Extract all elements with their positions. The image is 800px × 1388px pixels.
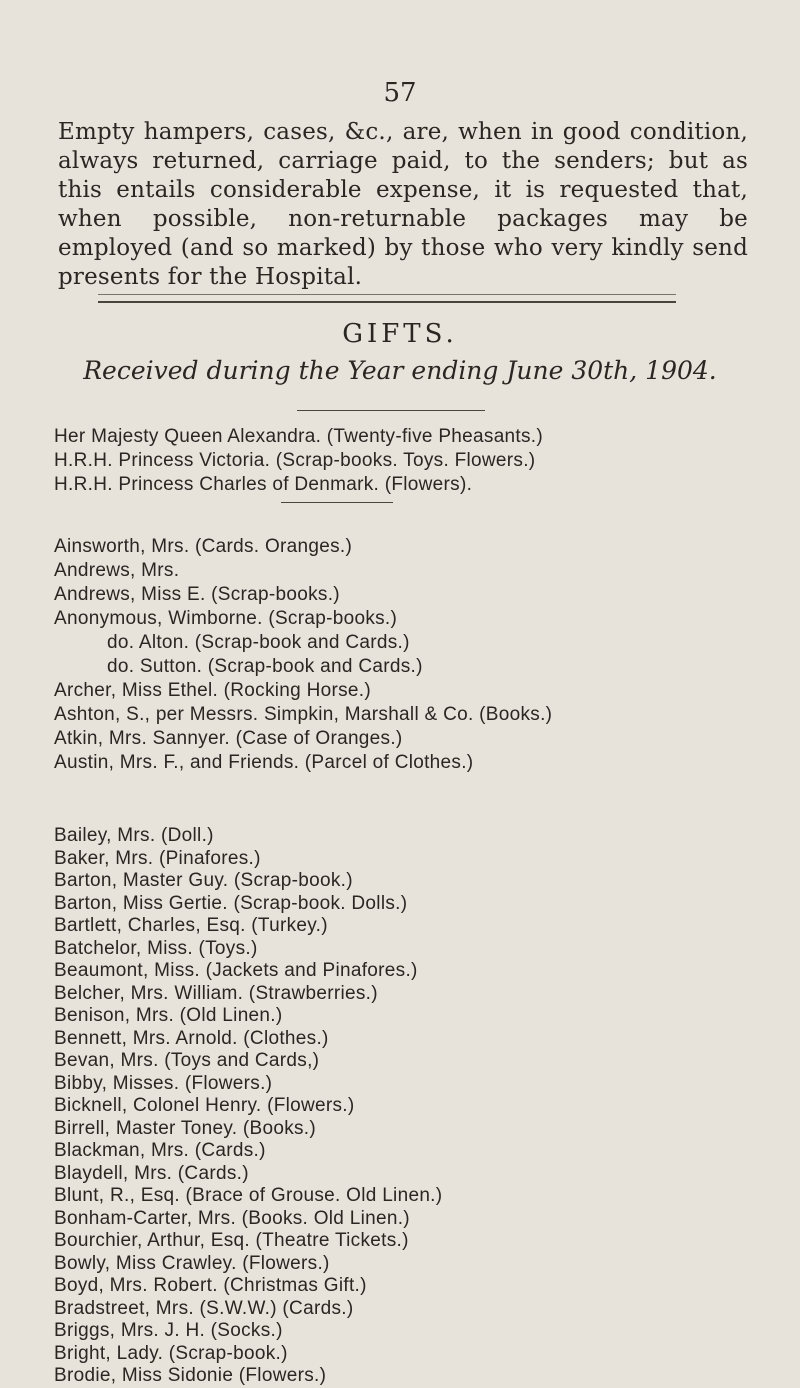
list-item: H.R.H. Princess Charles of Denmark. (Flowers). — [54, 474, 473, 495]
gifts-subheading: Received during the Year ending June 30th, 1904. — [83, 356, 717, 385]
list-item: Bartlett, Charles, Esq. (Turkey.) — [54, 915, 328, 936]
divider-short — [297, 410, 485, 411]
donors-a-list — [54, 535, 784, 775]
list-item: Bowly, Miss Crawley. (Flowers.) — [54, 1252, 330, 1274]
donors-b-list — [54, 825, 784, 1388]
list-item: Briggs, Mrs. J. H. (Socks.) — [54, 1320, 283, 1341]
list-item: Her Majesty Queen Alexandra. (Twenty-five Pheasants.) — [54, 426, 544, 447]
list-item: Bradstreet, Mrs. (S.W.W.) (Cards.) — [54, 1297, 354, 1319]
list-item: Ashton, S., per Messrs. Simpkin, Marshall & Co. (Books.) — [54, 704, 553, 725]
divider-short — [281, 502, 393, 503]
list-item: Batchelor, Miss. (Toys.) — [54, 937, 258, 959]
list-item: Andrews, Mrs. — [54, 560, 180, 581]
list-item: Bourchier, Arthur, Esq. (Theatre Tickets.) — [54, 1230, 409, 1251]
page-number: 57 — [383, 78, 417, 108]
list-item: Bonham-Carter, Mrs. (Books. Old Linen.) — [54, 1207, 410, 1229]
list-item: Blaydell, Mrs. (Cards.) — [54, 1162, 249, 1184]
list-item: Bennett, Mrs. Arnold. (Clothes.) — [54, 1027, 329, 1049]
list-item: Beaumont, Miss. (Jackets and Pinafores.) — [54, 960, 418, 981]
list-item: Baker, Mrs. (Pinafores.) — [54, 847, 261, 869]
gifts-heading: GIFTS. — [342, 319, 458, 349]
list-item: H.R.H. Princess Victoria. (Scrap-books. Toys. Flowers.) — [54, 450, 536, 471]
royal-donors-list — [54, 425, 774, 497]
list-item: Ainsworth, Mrs. (Cards. Oranges.) — [54, 536, 353, 557]
list-item: Benison, Mrs. (Old Linen.) — [54, 1005, 283, 1026]
list-item: Anonymous, Wimborne. (Scrap-books.) — [54, 608, 398, 629]
list-item: do. Alton. (Scrap-book and Cards.) — [107, 632, 410, 653]
list-item: do. Sutton. (Scrap-book and Cards.) — [107, 656, 423, 677]
list-item: Blunt, R., Esq. (Brace of Grouse. Old Linen.) — [54, 1185, 443, 1206]
list-item: Blackman, Mrs. (Cards.) — [54, 1140, 266, 1161]
list-item: Bright, Lady. (Scrap-book.) — [54, 1342, 288, 1364]
divider-thin — [98, 294, 676, 295]
list-item: Barton, Master Guy. (Scrap-book.) — [54, 870, 353, 891]
list-item: Brodie, Miss Sidonie (Flowers.) — [54, 1365, 327, 1386]
list-item: Atkin, Mrs. Sannyer. (Case of Oranges.) — [54, 728, 403, 749]
intro-paragraph — [58, 118, 748, 292]
list-item: Boyd, Mrs. Robert. (Christmas Gift.) — [54, 1275, 367, 1296]
list-item: Barton, Miss Gertie. (Scrap-book. Dolls.) — [54, 892, 408, 914]
list-item: Bevan, Mrs. (Toys and Cards,) — [54, 1050, 320, 1071]
intro-text: Empty hampers, cases, &c., are, when in good condition, always returned, carriage paid, to the senders; but as this entails considerable expense, it is requested that, when possible, non-returnable packages may be employed (and so marked) by those who very kindly send presents for the Hospital. — [58, 119, 748, 290]
list-item: Bibby, Misses. (Flowers.) — [54, 1072, 273, 1094]
list-item: Austin, Mrs. F., and Friends. (Parcel of Clothes.) — [54, 752, 474, 773]
list-item: Andrews, Miss E. (Scrap-books.) — [54, 584, 340, 605]
list-item: Bicknell, Colonel Henry. (Flowers.) — [54, 1095, 355, 1116]
list-item: Belcher, Mrs. William. (Strawberries.) — [54, 982, 378, 1004]
divider-thick — [98, 301, 676, 303]
list-item: Archer, Miss Ethel. (Rocking Horse.) — [54, 680, 371, 701]
list-item: Birrell, Master Toney. (Books.) — [54, 1117, 317, 1139]
list-item: Bailey, Mrs. (Doll.) — [54, 825, 214, 846]
